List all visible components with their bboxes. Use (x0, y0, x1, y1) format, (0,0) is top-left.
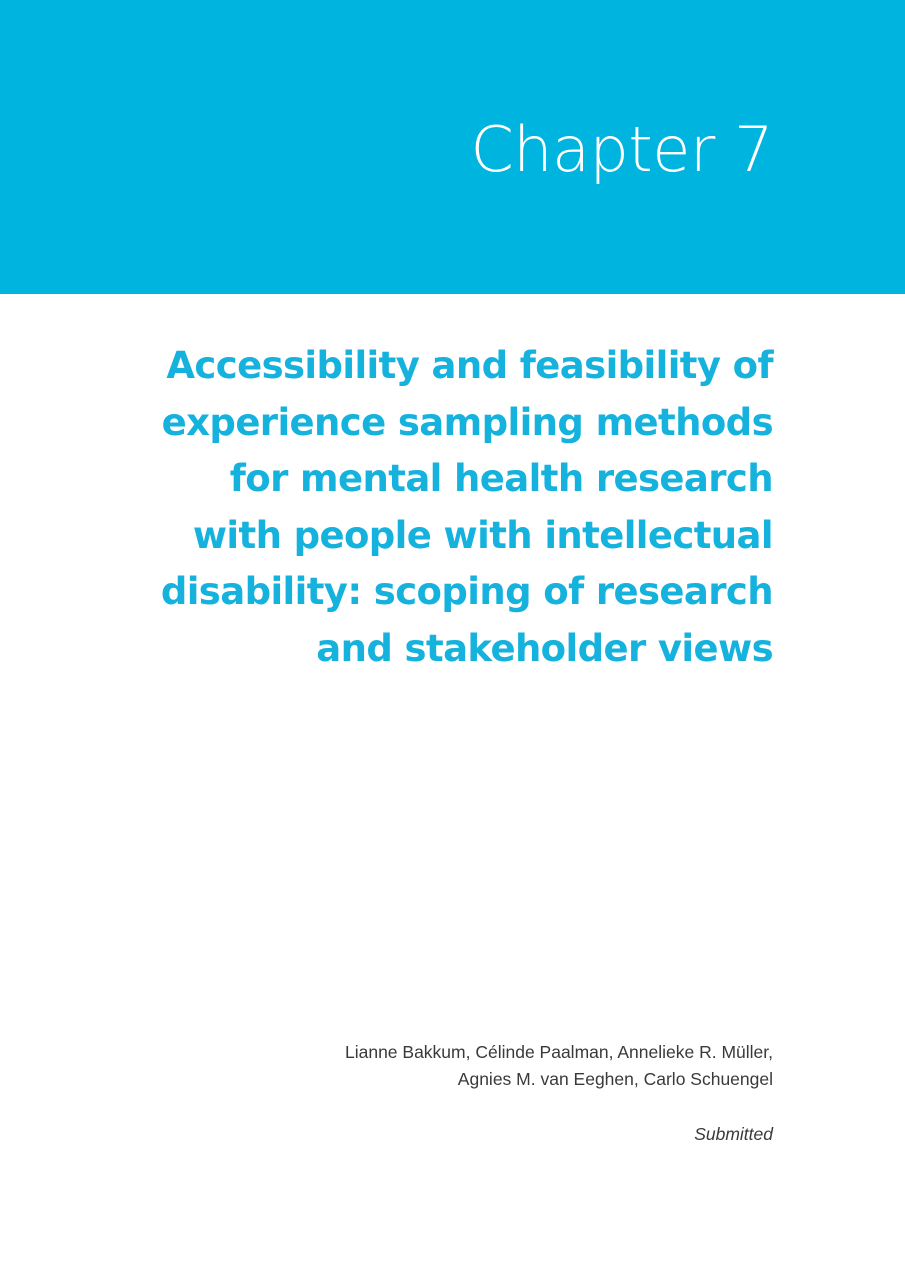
chapter-title (153, 338, 773, 678)
publication-status: Submitted (694, 1124, 773, 1144)
header-band (0, 0, 905, 294)
title-line: and stakeholder views (316, 626, 773, 670)
title-line: for mental health research (229, 457, 773, 501)
author-line: Agnies M. van Eeghen, Carlo Schuengel (457, 1069, 773, 1089)
title-line: Accessibility and feasibility of (166, 344, 773, 387)
chapter-label: Chapter 7 (470, 113, 773, 186)
title-line: disability: scoping of research (160, 570, 773, 614)
author-list (253, 1039, 773, 1093)
title-line: with people with intellectual (192, 513, 773, 557)
author-line: Lianne Bakkum, Célinde Paalman, Annelieke R. Müller, (344, 1042, 773, 1062)
title-line: experience sampling methods (161, 400, 773, 444)
